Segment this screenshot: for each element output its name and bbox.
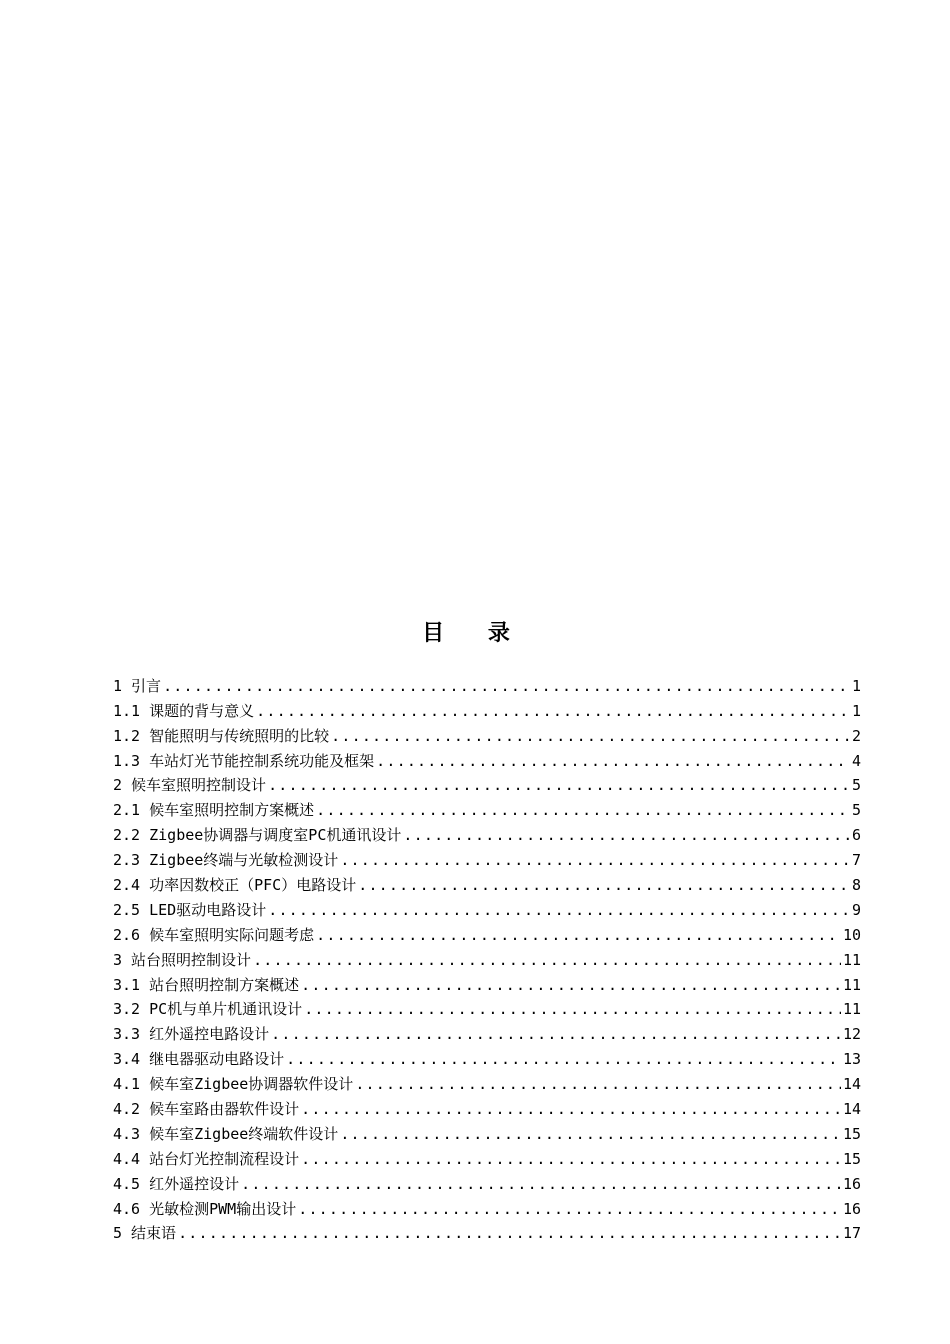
toc-dot-leader: [271, 1023, 841, 1045]
toc-entry-label: 3 站台照明控制设计: [113, 950, 252, 969]
toc-entry[interactable]: [113, 821, 861, 846]
toc-entry[interactable]: [113, 846, 861, 871]
toc-dot-leader: [286, 1048, 841, 1070]
toc-entry-page-number: 14: [842, 1075, 861, 1094]
toc-dot-leader: [298, 1198, 841, 1220]
toc-entry-page-number: 6: [851, 826, 861, 845]
toc-entry[interactable]: [113, 1145, 861, 1170]
toc-entry-label: 4.1 候车室Zigbee协调器软件设计: [113, 1075, 354, 1094]
toc-entry[interactable]: [113, 1095, 861, 1120]
toc-list: [113, 672, 861, 1244]
toc-entry[interactable]: [113, 1020, 861, 1045]
toc-entry[interactable]: [113, 896, 861, 921]
toc-entry-label: 4.3 候车室Zigbee终端软件设计: [113, 1124, 339, 1143]
toc-dot-leader: [403, 824, 850, 846]
toc-entry-label: 4.2 候车室路由器软件设计: [113, 1100, 300, 1119]
toc-entry[interactable]: [113, 722, 861, 747]
toc-dot-leader: [301, 974, 841, 996]
toc-entry-page-number: 14: [842, 1100, 861, 1119]
toc-dot-leader: [301, 1098, 841, 1120]
toc-entry-label: 3.1 站台照明控制方案概述: [113, 975, 300, 994]
toc-entry[interactable]: [113, 747, 861, 772]
toc-entry-page-number: 15: [842, 1124, 861, 1143]
toc-dot-leader: [358, 874, 850, 896]
toc-dot-leader: [316, 924, 841, 946]
toc-dot-leader: [340, 1123, 841, 1145]
toc-entry-label: 4.5 红外遥控设计: [113, 1174, 240, 1193]
toc-entry-page-number: 17: [842, 1224, 861, 1243]
toc-entry-label: 2.1 候车室照明控制方案概述: [113, 801, 315, 820]
toc-entry[interactable]: [113, 946, 861, 971]
toc-dot-leader: [301, 1148, 841, 1170]
toc-entry-page-number: 12: [842, 1025, 861, 1044]
toc-entry[interactable]: [113, 1070, 861, 1095]
toc-dot-leader: [241, 1173, 841, 1195]
toc-dot-leader: [355, 1073, 841, 1095]
toc-entry-label: 2.5 LED驱动电路设计: [113, 900, 267, 919]
toc-entry[interactable]: [113, 796, 861, 821]
toc-dot-leader: [376, 750, 850, 772]
toc-entry-page-number: 4: [851, 751, 861, 770]
toc-entry[interactable]: [113, 697, 861, 722]
toc-entry-page-number: 16: [842, 1199, 861, 1218]
toc-entry[interactable]: [113, 1045, 861, 1070]
toc-entry-label: 3.3 红外遥控电路设计: [113, 1025, 270, 1044]
toc-entry-page-number: 1: [851, 676, 861, 695]
toc-entry-page-number: 5: [851, 801, 861, 820]
toc-entry-label: 1.2 智能照明与传统照明的比较: [113, 726, 330, 745]
toc-entry-label: 1.1 课题的背与意义: [113, 701, 255, 720]
toc-entry-label: 2.2 Zigbee协调器与调度室PC机通讯设计: [113, 826, 402, 845]
toc-entry[interactable]: [113, 871, 861, 896]
toc-entry[interactable]: [113, 672, 861, 697]
toc-entry-page-number: 8: [851, 876, 861, 895]
toc-dot-leader: [268, 899, 850, 921]
toc-entry-label: 3.4 继电器驱动电路设计: [113, 1050, 285, 1069]
toc-dot-leader: [316, 799, 850, 821]
toc-entry[interactable]: [113, 772, 861, 797]
toc-entry-page-number: 11: [842, 950, 861, 969]
toc-title: 目 录: [422, 621, 528, 646]
toc-entry-page-number: 1: [851, 701, 861, 720]
toc-dot-leader: [256, 700, 850, 722]
toc-entry-label: 4.4 站台灯光控制流程设计: [113, 1149, 300, 1168]
toc-entry-page-number: 7: [851, 851, 861, 870]
toc-entry-label: 2 候车室照明控制设计: [113, 776, 267, 795]
toc-entry-label: 5 结束语: [113, 1224, 177, 1243]
toc-dot-leader: [253, 949, 841, 971]
toc-entry-page-number: 15: [842, 1149, 861, 1168]
toc-entry-label: 2.4 功率因数校正（PFC）电路设计: [113, 876, 357, 895]
toc-entry-label: 1.3 车站灯光节能控制系统功能及框架: [113, 751, 375, 770]
toc-entry-label: 2.6 候车室照明实际问题考虑: [113, 925, 315, 944]
toc-entry[interactable]: [113, 996, 861, 1021]
toc-entry-label: 3.2 PC机与单片机通讯设计: [113, 1000, 303, 1019]
toc-dot-leader: [331, 725, 850, 747]
toc-dot-leader: [304, 998, 841, 1020]
toc-entry[interactable]: [113, 1120, 861, 1145]
toc-entry[interactable]: [113, 1195, 861, 1220]
toc-entry[interactable]: [113, 971, 861, 996]
toc-dot-leader: [268, 774, 850, 796]
toc-entry[interactable]: [113, 1220, 861, 1245]
toc-entry[interactable]: [113, 1170, 861, 1195]
toc-entry-page-number: 5: [851, 776, 861, 795]
toc-entry-label: 4.6 光敏检测PWM输出设计: [113, 1199, 297, 1218]
toc-entry-page-number: 16: [842, 1174, 861, 1193]
toc-entry-page-number: 2: [851, 726, 861, 745]
toc-entry-page-number: 11: [842, 975, 861, 994]
toc-dot-leader: [163, 675, 850, 697]
toc-entry-page-number: 11: [842, 1000, 861, 1019]
toc-entry-label: 2.3 Zigbee终端与光敏检测设计: [113, 851, 339, 870]
toc-entry-page-number: 10: [842, 925, 861, 944]
toc-entry-page-number: 13: [842, 1050, 861, 1069]
toc-entry-label: 1 引言: [113, 676, 162, 695]
toc-entry[interactable]: [113, 921, 861, 946]
toc-entry-page-number: 9: [851, 900, 861, 919]
toc-dot-leader: [340, 849, 850, 871]
toc-dot-leader: [178, 1222, 841, 1244]
